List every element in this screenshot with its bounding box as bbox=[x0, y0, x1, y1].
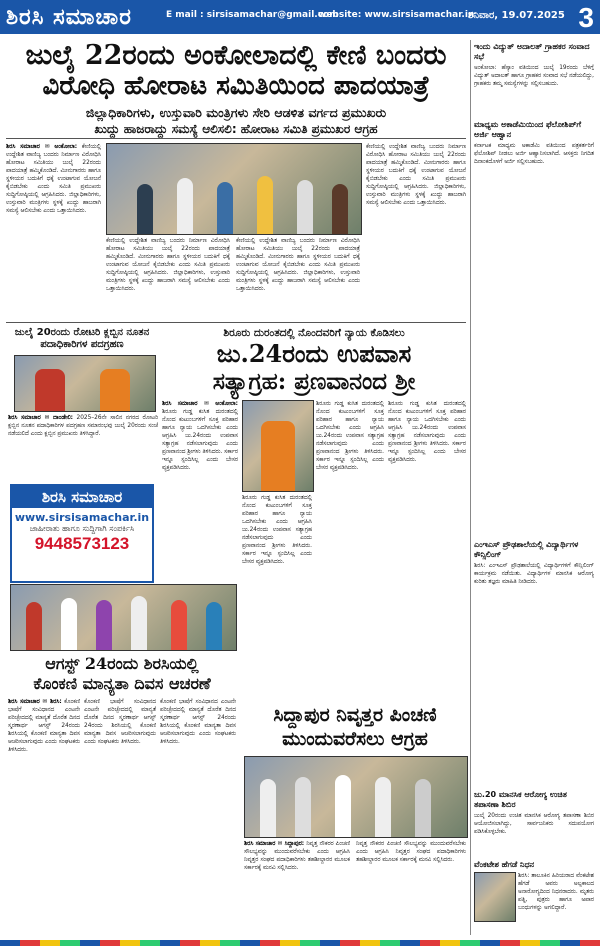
lead-body-col3 bbox=[236, 237, 360, 317]
fast-body-col1 bbox=[162, 400, 238, 580]
right-title-5: ವೆಂಕಟೇಶ ಹೆಗಡೆ ನಿಧನ bbox=[474, 860, 535, 869]
ad-note: ಜಾಹೀರಾತು ಹಾಗೂ ಸುದ್ದಿಗಾಗಿ ಸಂಪರ್ಕಿಸಿ bbox=[29, 524, 135, 533]
fast-body-cont3: ಶಿರೂರು ಗುಡ್ಡ ಕುಸಿತ ದುರಂತದಲ್ಲಿ ನೊಂದ ಕುಟುಂಬಗಳಿಗೆ ಸೂಕ್ತ ಪರಿಹಾರ ಹಾಗೂ ನ್ಯಾಯ ಒದಗಿಸಬೇಕು ಎಂದು ಆಗ್ರಹಿಸಿ ಜು.24ರಂದು ಉಪವಾಸ ಸತ್ಯಾಗ್ರಹ ನಡೆಸಲಾಗುವುದು ಎಂದು ಪ್ರಣವಾನಂದ ಶ್ರೀಗಳು ತಿಳಿಸಿದರು. ಸರ್ಕಾರ ಇನ್ನೂ ಸ್ಪಂದಿಸಿಲ್ಲ ಎಂದು ಬೇಸರ ವ್ಯಕ್ತಪಡಿಸಿದರು. bbox=[388, 401, 466, 463]
konkani-body-cont: ಕೊಂಕಣಿ ಭಾಷೆಗೆ ಸಂವಿಧಾನದ ಎಂಟನೇ ಪರಿಚ್ಛೇದದಲ್ಲಿ ಮಾನ್ಯತೆ ದೊರೆತ ದಿನದ ಸ್ಮರಣಾರ್ಥ ಆಗಸ್ಟ್ 24ರಂದು ಶಿರಸಿಯಲ್ಲಿ ಕೊಂಕಣಿ ಮಾನ್ಯತಾ ದಿವಸ ಆಚರಿಸಲಾಗುವುದು ಎಂದು ಸಂಘಟಕರು ತಿಳಿಸಿದರು. bbox=[84, 699, 156, 745]
advert-box bbox=[10, 484, 154, 583]
footer-color-strip bbox=[0, 940, 600, 946]
lead-body-cont3: ಕೇಣಿಯಲ್ಲಿ ಉದ್ದೇಶಿತ ವಾಣಿಜ್ಯ ಬಂದರು ನಿರ್ಮಾಣ ವಿರೋಧಿಸಿ ಹೋರಾಟ ಸಮಿತಿಯು ಜುಲೈ 22ರಂದು ಪಾದಯಾತ್ರೆ ಹಮ್ಮಿಕೊಂಡಿದೆ. ಮೀನುಗಾರರು ಹಾಗೂ ಸ್ಥಳೀಯರ ಬದುಕಿಗೆ ಧಕ್ಕೆ ಉಂಟಾಗುವ ಯೋಜನೆ ಕೈಬಿಡಬೇಕು ಎಂದು ಸಮಿತಿ ಪ್ರಮುಖರು ಸುದ್ದಿಗೋಷ್ಠಿಯಲ್ಲಿ ಆಗ್ರಹಿಸಿದರು. ಜಿಲ್ಲಾಧಿಕಾರಿಗಳು, ಉಸ್ತುವಾರಿ ಮಂತ್ರಿಗಳು ಸ್ಥಳಕ್ಕೆ ಖುದ್ದು ಹಾಜರಾಗಿ ಸಮಸ್ಯೆ ಆಲಿಸಬೇಕು ಎಂದು ಒತ್ತಾಯಿಸಿದರು. bbox=[366, 144, 466, 206]
rotary-title: ಜುಲೈ 20ರಂದು ರೋಟರಿ ಕ್ಲಬ್ಬಿನ ನೂತನ ಪದಾಧಿಕಾರಿಗಳ ಪದಗ್ರಹಣ bbox=[14, 327, 150, 350]
lead-subhead-2: ಖುದ್ದು ಹಾಜರಾದ್ದು ಸಮಸ್ಯೆ ಆಲಿಸಲಿ: ಹೋರಾಟ ಸಮಿತಿ ಪ್ರಮುಖರ ಆಗ್ರಹ bbox=[94, 122, 378, 136]
fast-body-cont: ಶಿರೂರು ಗುಡ್ಡ ಕುಸಿತ ದುರಂತದಲ್ಲಿ ನೊಂದ ಕುಟುಂಬಗಳಿಗೆ ಸೂಕ್ತ ಪರಿಹಾರ ಹಾಗೂ ನ್ಯಾಯ ಒದಗಿಸಬೇಕು ಎಂದು ಆಗ್ರಹಿಸಿ ಜು.24ರಂದು ಉಪವಾಸ ಸತ್ಯಾಗ್ರಹ ನಡೆಸಲಾಗುವುದು ಎಂದು ಪ್ರಣವಾನಂದ ಶ್ರೀಗಳು ತಿಳಿಸಿದರು. ಸರ್ಕಾರ ಇನ್ನೂ ಸ್ಪಂದಿಸಿಲ್ಲ ಎಂದು ಬೇಸರ ವ್ಯಕ್ತಪಡಿಸಿದರು. bbox=[242, 495, 312, 565]
email-text: E mail : sirsisamachar@gmail.com bbox=[166, 10, 339, 20]
right-body-5: ಶಿರಸಿ: ತಾಲೂಕಿನ ಹಿರಿಯರಾದ ವೆಂಕಟೇಶ ಹೆಗಡೆ ಅವರು ಅಲ್ಪಕಾಲದ ಅನಾರೋಗ್ಯದಿಂದ ನಿಧನರಾದರು. ಮೃತರು ಪತ್ನಿ, ಪುತ್ರರು ಹಾಗೂ ಅಪಾರ ಬಂಧುಗಳನ್ನು ಅಗಲಿದ್ದಾರೆ. bbox=[518, 873, 594, 911]
fast-byline: ಶಿರಸಿ ಸಮಾಚಾರ ✉ ಅಂಕೋಲಾ: bbox=[162, 401, 238, 407]
konkani-body-cont2: ಕೊಂಕಣಿ ಭಾಷೆಗೆ ಸಂವಿಧಾನದ ಎಂಟನೇ ಪರಿಚ್ಛೇದದಲ್ಲಿ ಮಾನ್ಯತೆ ದೊರೆತ ದಿನದ ಸ್ಮರಣಾರ್ಥ ಆಗಸ್ಟ್ 24ರಂದು ಶಿರಸಿಯಲ್ಲಿ ಕೊಂಕಣಿ ಮಾನ್ಯತಾ ದಿವಸ ಆಚರಿಸಲಾಗುವುದು ಎಂದು ಸಂಘಟಕರು ತಿಳಿಸಿದರು. bbox=[160, 699, 236, 745]
rotary-byline: ಶಿರಸಿ ಸಮಾಚಾರ ✉ ದಾಂಡೇಲಿ: bbox=[8, 415, 73, 421]
pension-body: ನಿವೃತ್ತ ನೌಕರರ ಪಿಂಚಣಿ ಸೌಲಭ್ಯವನ್ನು ಮುಂದುವರೆಸಬೇಕು ಎಂದು ಆಗ್ರಹಿಸಿ ನಿವೃತ್ತರ ಸಂಘದ ಪದಾಧಿಕಾರಿಗಳು ತಹಶೀಲ್ದಾರರ ಮೂಲಕ ಸರ್ಕಾರಕ್ಕೆ ಮನವಿ ಸಲ್ಲಿಸಿದರು. bbox=[244, 841, 350, 871]
lead-body-col2 bbox=[106, 237, 230, 317]
fast-headline-2: ಸತ್ಯಾಗ್ರಹ: ಪ್ರಣವಾನಂದ ಶ್ರೀ bbox=[212, 368, 416, 395]
right-body-1: ಅಂಕೋಲಾ: ಹೆಸ್ಕಾಂ ವತಿಯಿಂದ ಜುಲೈ 19ರಂದು ಬೆಳಿಗ್ಗೆ ವಿದ್ಯುತ್ ಅದಾಲತ್ ಹಾಗೂ ಗ್ರಾಹಕರ ಸಂವಾದ ಸಭೆ ನಡೆಯಲಿದ್ದು, ಗ್ರಾಹಕರು ತಮ್ಮ ಸಮಸ್ಯೆಗಳನ್ನು ಸಲ್ಲಿಸಬಹುದು. bbox=[474, 65, 594, 87]
konkani-body: ಕೊಂಕಣಿ ಭಾಷೆಗೆ ಸಂವಿಧಾನದ ಎಂಟನೇ ಪರಿಚ್ಛೇದದಲ್ಲಿ ಮಾನ್ಯತೆ ದೊರೆತ ದಿನದ ಸ್ಮರಣಾರ್ಥ ಆಗಸ್ಟ್ 24ರಂದು ಶಿರಸಿಯಲ್ಲಿ ಕೊಂಕಣಿ ಮಾನ್ಯತಾ ದಿವಸ ಆಚರಿಸಲಾಗುವುದು ಎಂದು ಸಂಘಟಕರು ತಿಳಿಸಿದರು. bbox=[8, 699, 80, 753]
rotary-photo bbox=[14, 355, 156, 412]
pension-headline-2: ಮುಂದುವರೆಸಲು ಆಗ್ರಹ bbox=[282, 728, 428, 750]
lead-headline-2: ವಿರೋಧಿ ಹೋರಾಟ ಸಮಿತಿಯಿಂದ ಪಾದಯಾತ್ರೆ bbox=[42, 71, 430, 101]
issue-date: ಶನಿವಾರ, 19.07.2025 bbox=[468, 10, 565, 21]
pension-byline: ಶಿರಸಿ ಸಮಾಚಾರ ✉ ಸಿದ್ದಾಪುರ: bbox=[244, 841, 305, 847]
konkani-body-col3 bbox=[160, 698, 236, 928]
konkani-body-col2 bbox=[84, 698, 156, 928]
column-rule bbox=[470, 40, 471, 935]
lead-byline: ಶಿರಸಿ ಸಮಾಚಾರ ✉ ಅಂಕೋಲಾ: bbox=[6, 144, 78, 150]
fast-body-col4 bbox=[388, 400, 466, 580]
website-text: website: www.sirsisamachar.in bbox=[318, 10, 475, 20]
right-title-2: ಮಾಧ್ಯಮ ಅಕಾಡೆಮಿಯಿಂದ ಫೆಲೋಶಿಪ್‌ಗೆ ಅರ್ಜಿ ಆಹ್ವಾನ bbox=[474, 120, 582, 139]
right-body-4: ಜುಲೈ 20ರಂದು ಉಚಿತ ಮಾನಸಿಕ ಆರೋಗ್ಯ ತಪಾಸಣಾ ಶಿಬಿರ ಆಯೋಜಿಸಲಾಗಿದ್ದು, ಸಾರ್ವಜನಿಕರು ಸದುಪಯೋಗ ಪಡಿಸಿಕೊಳ್ಳಬೇಕು. bbox=[474, 813, 594, 835]
pension-body-cont: ನಿವೃತ್ತ ನೌಕರರ ಪಿಂಚಣಿ ಸೌಲಭ್ಯವನ್ನು ಮುಂದುವರೆಸಬೇಕು ಎಂದು ಆಗ್ರಹಿಸಿ ನಿವೃತ್ತರ ಸಂಘದ ಪದಾಧಿಕಾರಿಗಳು ತಹಶೀಲ್ದಾರರ ಮೂಲಕ ಸರ್ಕಾರಕ್ಕೆ ಮನವಿ ಸಲ್ಲಿಸಿದರು. bbox=[356, 841, 466, 863]
swami-photo bbox=[242, 400, 314, 492]
lead-body-cont: ಕೇಣಿಯಲ್ಲಿ ಉದ್ದೇಶಿತ ವಾಣಿಜ್ಯ ಬಂದರು ನಿರ್ಮಾಣ ವಿರೋಧಿಸಿ ಹೋರಾಟ ಸಮಿತಿಯು ಜುಲೈ 22ರಂದು ಪಾದಯಾತ್ರೆ ಹಮ್ಮಿಕೊಂಡಿದೆ. ಮೀನುಗಾರರು ಹಾಗೂ ಸ್ಥಳೀಯರ ಬದುಕಿಗೆ ಧಕ್ಕೆ ಉಂಟಾಗುವ ಯೋಜನೆ ಕೈಬಿಡಬೇಕು ಎಂದು ಸಮಿತಿ ಪ್ರಮುಖರು ಸುದ್ದಿಗೋಷ್ಠಿಯಲ್ಲಿ ಆಗ್ರಹಿಸಿದರು. ಜಿಲ್ಲಾಧಿಕಾರಿಗಳು, ಉಸ್ತುವಾರಿ ಮಂತ್ರಿಗಳು ಸ್ಥಳಕ್ಕೆ ಖುದ್ದು ಹಾಜರಾಗಿ ಸಮಸ್ಯೆ ಆಲಿಸಬೇಕು ಎಂದು ಒತ್ತಾಯಿಸಿದರು. bbox=[106, 238, 230, 292]
right-title-4: ಜು.20 ಮಾನಸಿಕ ಆರೋಗ್ಯ ಉಚಿತ ತಪಾಸಣಾ ಶಿಬಿರ bbox=[474, 790, 567, 809]
fast-headline-1: ಜು.24ರಂದು ಉಪವಾಸ bbox=[216, 339, 412, 368]
lead-body-col1 bbox=[6, 143, 101, 318]
pension-body-col1 bbox=[244, 840, 350, 930]
konkani-headline-1: ಆಗಸ್ಟ್ 24ರಂದು ಶಿರಸಿಯಲ್ಲಿ bbox=[45, 654, 199, 673]
right-body-3: ಶಿರಸಿ: ಎಂಇಎಸ್ ಪ್ರೌಢಶಾಲೆಯಲ್ಲಿ ವಿದ್ಯಾರ್ಥಿಗಳಿಗೆ ಕೌನ್ಸಿಲಿಂಗ್ ಕಾರ್ಯಕ್ರಮ ನಡೆಯಿತು. ವಿದ್ಯಾರ್ಥಿಗಳ ಮಾನಸಿಕ ಆರೋಗ್ಯ ಕುರಿತು ತಜ್ಞರು ಮಾಹಿತಿ ನೀಡಿದರು. bbox=[474, 563, 594, 585]
rotary-body bbox=[8, 414, 158, 480]
konkani-byline: ಶಿರಸಿ ಸಮಾಚಾರ ✉ ಶಿರಸಿ: bbox=[8, 699, 62, 705]
right-title-1: ಇಂದು ವಿದ್ಯುತ್ ಅದಾಲತ್ ಗ್ರಾಹಕರ ಸಂವಾದ ಸಭೆ bbox=[474, 42, 590, 61]
right-body-2: ಕರ್ನಾಟಕ ಮಾಧ್ಯಮ ಅಕಾಡೆಮಿ ವತಿಯಿಂದ ಪತ್ರಕರ್ತರಿಗೆ ಫೆಲೋಶಿಪ್ ನೀಡಲು ಅರ್ಜಿ ಆಹ್ವಾನಿಸಲಾಗಿದೆ. ಆಸಕ್ತರು ನಿಗದಿತ ದಿನಾಂಕದೊಳಗೆ ಅರ್ಜಿ ಸಲ್ಲಿಸಬಹುದು. bbox=[474, 143, 594, 165]
konkani-headline-2: ಕೊಂಕಣಿ ಮಾನ್ಯತಾ ದಿವಸ ಆಚರಣೆ bbox=[33, 674, 211, 693]
page-number: 3 bbox=[578, 2, 594, 33]
lead-body: ಕೇಣಿಯಲ್ಲಿ ಉದ್ದೇಶಿತ ವಾಣಿಜ್ಯ ಬಂದರು ನಿರ್ಮಾಣ ವಿರೋಧಿಸಿ ಹೋರಾಟ ಸಮಿತಿಯು ಜುಲೈ 22ರಂದು ಪಾದಯಾತ್ರೆ ಹಮ್ಮಿಕೊಂಡಿದೆ. ಮೀನುಗಾರರು ಹಾಗೂ ಸ್ಥಳೀಯರ ಬದುಕಿಗೆ ಧಕ್ಕೆ ಉಂಟಾಗುವ ಯೋಜನೆ ಕೈಬಿಡಬೇಕು ಎಂದು ಸಮಿತಿ ಪ್ರಮುಖರು ಸುದ್ದಿಗೋಷ್ಠಿಯಲ್ಲಿ ಆಗ್ರಹಿಸಿದರು. ಜಿಲ್ಲಾಧಿಕಾರಿಗಳು, ಉಸ್ತುವಾರಿ ಮಂತ್ರಿಗಳು ಸ್ಥಳಕ್ಕೆ ಖುದ್ದು ಹಾಜರಾಗಿ ಸಮಸ್ಯೆ ಆಲಿಸಬೇಕು ಎಂದು ಒತ್ತಾಯಿಸಿದರು. bbox=[6, 144, 101, 214]
fast-body-cont2: ಶಿರೂರು ಗುಡ್ಡ ಕುಸಿತ ದುರಂತದಲ್ಲಿ ನೊಂದ ಕುಟುಂಬಗಳಿಗೆ ಸೂಕ್ತ ಪರಿಹಾರ ಹಾಗೂ ನ್ಯಾಯ ಒದಗಿಸಬೇಕು ಎಂದು ಆಗ್ರಹಿಸಿ ಜು.24ರಂದು ಉಪವಾಸ ಸತ್ಯಾಗ್ರಹ ನಡೆಸಲಾಗುವುದು ಎಂದು ಪ್ರಣವಾನಂದ ಶ್ರೀಗಳು ತಿಳಿಸಿದರು. ಸರ್ಕಾರ ಇನ್ನೂ ಸ್ಪಂದಿಸಿಲ್ಲ ಎಂದು ಬೇಸರ ವ್ಯಕ್ತಪಡಿಸಿದರು. bbox=[316, 401, 384, 471]
divider bbox=[6, 322, 466, 323]
fast-body: ಶಿರೂರು ಗುಡ್ಡ ಕುಸಿತ ದುರಂತದಲ್ಲಿ ನೊಂದ ಕುಟುಂಬಗಳಿಗೆ ಸೂಕ್ತ ಪರಿಹಾರ ಹಾಗೂ ನ್ಯಾಯ ಒದಗಿಸಬೇಕು ಎಂದು ಆಗ್ರಹಿಸಿ ಜು.24ರಂದು ಉಪವಾಸ ಸತ್ಯಾಗ್ರಹ ನಡೆಸಲಾಗುವುದು ಎಂದು ಪ್ರಣವಾನಂದ ಶ್ರೀಗಳು ತಿಳಿಸಿದರು. ಸರ್ಕಾರ ಇನ್ನೂ ಸ್ಪಂದಿಸಿಲ್ಲ ಎಂದು ಬೇಸರ ವ್ಯಕ್ತಪಡಿಸಿದರು. bbox=[162, 409, 238, 471]
brand-logo: ಶಿರಸಿ ಸಮಾಚಾರ bbox=[6, 4, 132, 30]
konkani-photo bbox=[10, 584, 237, 651]
rotary-text: 2025–26ನೇ ಸಾಲಿನ ನಗರದ ರೋಟರಿ ಕ್ಲಬ್ಬಿನ ನೂತನ ಪದಾಧಿಕಾರಿಗಳ ಪದಗ್ರಹಣ ಸಮಾರಂಭವು ಜುಲೈ 20ರಂದು ಸಂಜೆ ನಡೆಯಲಿದೆ ಎಂದು ಕ್ಲಬ್ಬಿನ ಪ್ರಮುಖರು ತಿಳಿಸಿದ್ದಾರೆ. bbox=[8, 415, 158, 437]
lead-subhead-1: ಜಿಲ್ಲಾಧಿಕಾರಿಗಳು, ಉಸ್ತುವಾರಿ ಮಂತ್ರಿಗಳು ಸೇರಿ ಆಡಳಿತ ವರ್ಗದ ಪ್ರಮುಖರು bbox=[85, 105, 387, 120]
obituary-photo bbox=[474, 872, 516, 922]
ad-url[interactable]: www.sirsisamachar.in bbox=[14, 511, 150, 524]
pension-photo bbox=[244, 756, 468, 838]
masthead bbox=[0, 0, 600, 34]
fast-body-col2 bbox=[242, 494, 312, 580]
pension-body-col2 bbox=[356, 840, 466, 930]
fast-kicker: ಶಿರೂರು ದುರಂತದಲ್ಲಿ ನೊಂದವರಿಗೆ ನ್ಯಾಯ ಕೊಡಿಸಲು bbox=[223, 327, 405, 339]
lead-headline-1: ಜುಲೈ 22ರಂದು ಅಂಕೋಲಾದಲ್ಲಿ ಕೇಣಿ ಬಂದರು bbox=[25, 40, 447, 71]
fast-body-col3 bbox=[316, 400, 384, 580]
ad-phone[interactable]: 9448573123 bbox=[34, 534, 130, 553]
divider bbox=[6, 138, 466, 139]
right-title-3: ಎಂಇಎಸ್ ಪ್ರೌಢಶಾಲೆಯಲ್ಲಿ ವಿದ್ಯಾರ್ಥಿಗಳ ಕೌನ್ಸಿಲಿಂಗ್ bbox=[474, 540, 579, 559]
lead-body-cont2: ಕೇಣಿಯಲ್ಲಿ ಉದ್ದೇಶಿತ ವಾಣಿಜ್ಯ ಬಂದರು ನಿರ್ಮಾಣ ವಿರೋಧಿಸಿ ಹೋರಾಟ ಸಮಿತಿಯು ಜುಲೈ 22ರಂದು ಪಾದಯಾತ್ರೆ ಹಮ್ಮಿಕೊಂಡಿದೆ. ಮೀನುಗಾರರು ಹಾಗೂ ಸ್ಥಳೀಯರ ಬದುಕಿಗೆ ಧಕ್ಕೆ ಉಂಟಾಗುವ ಯೋಜನೆ ಕೈಬಿಡಬೇಕು ಎಂದು ಸಮಿತಿ ಪ್ರಮುಖರು ಸುದ್ದಿಗೋಷ್ಠಿಯಲ್ಲಿ ಆಗ್ರಹಿಸಿದರು. ಜಿಲ್ಲಾಧಿಕಾರಿಗಳು, ಉಸ್ತುವಾರಿ ಮಂತ್ರಿಗಳು ಸ್ಥಳಕ್ಕೆ ಖುದ್ದು ಹಾಜರಾಗಿ ಸಮಸ್ಯೆ ಆಲಿಸಬೇಕು ಎಂದು ಒತ್ತಾಯಿಸಿದರು. bbox=[236, 238, 360, 292]
lead-photo bbox=[106, 143, 362, 235]
lead-body-col4 bbox=[366, 143, 466, 318]
pension-headline-1: ಸಿದ್ದಾಪುರ ನಿವೃತ್ತರ ಪಿಂಚಣಿ bbox=[273, 704, 437, 726]
konkani-body-col1 bbox=[8, 698, 80, 928]
ad-brand: ಶಿರಸಿ ಸಮಾಚಾರ bbox=[12, 486, 152, 508]
